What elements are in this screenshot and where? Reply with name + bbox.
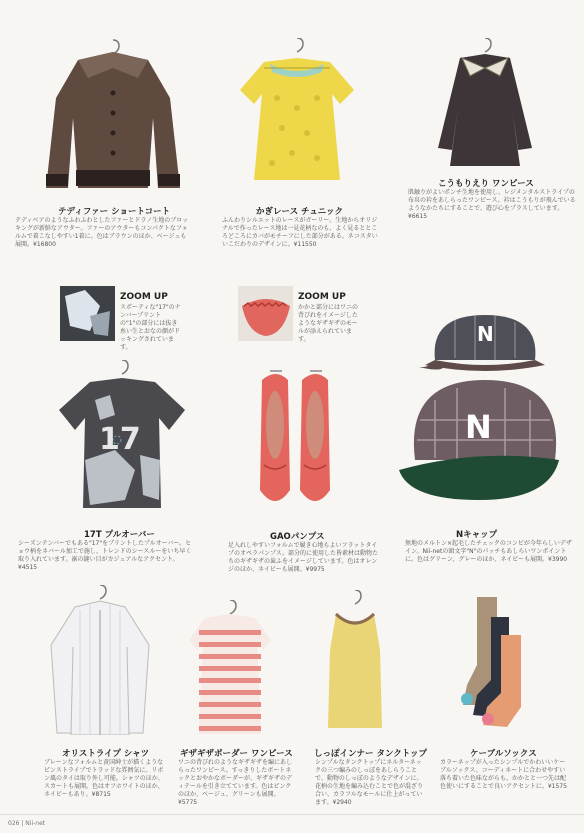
border-dress-image bbox=[185, 600, 275, 735]
tank-top-image bbox=[320, 590, 390, 730]
zoom-heel-image bbox=[238, 286, 293, 341]
cap-image bbox=[395, 300, 565, 510]
pullover-image bbox=[55, 360, 190, 510]
cap-letter-large: N bbox=[465, 408, 492, 446]
item-name: オリストライプ シャツ bbox=[62, 749, 150, 759]
item-name: こうもりえり ワンピース bbox=[438, 179, 534, 189]
item-description: ワニの背びれのようなギザギザを編にあしらったワンピース。すっきりしたボートネックとおやかなボーダーが、ギザギザのディテールを引き立てています。色はピンクのほか、ベージュ、グリーンも展開。¥5775 bbox=[178, 759, 293, 806]
jersey-number: 17 bbox=[99, 422, 141, 457]
item-name: かぎレース チュニック bbox=[256, 207, 343, 217]
zoom-title: ZOOM UP bbox=[120, 292, 168, 302]
item-name: テディファー ショートコート bbox=[58, 207, 171, 217]
item-name: Nキャップ bbox=[456, 530, 498, 540]
item-name: 17T プルオーバー bbox=[84, 530, 155, 540]
zoom-title: ZOOM UP bbox=[298, 292, 346, 302]
item-description: テディベアのようなふわふわとしたファーとドラノ生地のブロッキングが新鮮なアウター。ファーのアウターもコンパクトなフォルムで着こなしやすい1着に。色はブラウンのほか、ベージュも展開。¥16800 bbox=[15, 217, 189, 248]
item-name: しっぽインナー タンクトップ bbox=[314, 749, 428, 759]
item-description: ふんわりシルエットのレースがガーリー。生地からオリジナルで作ったレース地は一見花柄なのも、よく見るとところどころにカバがモチーフにした部分がある。ネコスタいいこだわりのデザインに。¥11550 bbox=[222, 217, 378, 248]
teddy-fur-coat-image bbox=[38, 38, 188, 188]
item-description: 無地のメルトン×起毛したチェックのコンビが今年らしいデザイン。Nii-netの頭文字"N"のパッチもあしらいワンポイントに。色はグリーン、グレーのほか、ネイビーも展開。¥3990 bbox=[405, 540, 572, 563]
cap-letter-small: N bbox=[477, 322, 494, 346]
item-description: ブレーンなフォルムと黄国紳士が描くようなピンストライプでトラッドな雰囲気に。リボン風のタイは取り外し可能。シャツのほか、スカートも展開。色はオフホワイトのほか、ネイビーもあり。¥8715 bbox=[44, 759, 164, 798]
socks-image bbox=[455, 595, 535, 730]
footer-rule bbox=[0, 814, 584, 815]
item-description: シンプルなタンクトップにネルターネックの三つ編みのしっぽをあしらうことで、動物のしっぽのようなデザインに。花柄の生地を編み込むことで色が混ざり合い、カラフルなモールに仕上がっています。¥2940 bbox=[315, 759, 424, 806]
item-name: ギザギザボーダー ワンピース bbox=[180, 749, 293, 759]
item-description: 肌触りがよいポンチ生地を使用し、レジメンタルストライプの布帛の衿をあしらったワンピース。衿はこうもりが飛んでいるようなかたちにすることで、遊び心をプラスしています。¥6615 bbox=[408, 189, 576, 220]
item-name: GAOパンプス bbox=[270, 532, 325, 542]
zoom-print-image bbox=[60, 286, 115, 341]
page-footer: 026 | Nii-net bbox=[8, 820, 46, 827]
lace-tunic-image bbox=[222, 38, 372, 188]
zoom-text: スポーティな"17"のナンバープリントの"1"の部分には抜き糸い生とおなの顔がドッキングされています。 bbox=[120, 304, 181, 351]
collar-dress-image bbox=[420, 38, 550, 168]
item-name: ケーブルソックス bbox=[470, 749, 537, 759]
item-description: シーズンテンバーでもある"17"をプリントしたプルオーバー。ヒョウ柄をネバール加工で施し、トレンドのシースルーをいち早く取り入れています。裾の縫い目がカジュアルなアクセント。¥4515 bbox=[18, 540, 192, 571]
zoom-text: かかと部分にはワニの背びれをイメージしたようなギザギザのモールが添えられています。 bbox=[298, 304, 359, 343]
stripe-shirt-image bbox=[45, 585, 155, 735]
item-description: カラーネップが入ったシンプルでかわいいケーブルソックス。コーディネートに合わせやすい落ち着いた色味ながらも、かかとと一つ先は配色使いにすることで良いアクセントに。¥1575 bbox=[440, 759, 567, 790]
pumps-image bbox=[240, 365, 350, 515]
item-description: 足入れしやすいフォルムで履き心地もよいフラットタイプのオペラパンプス。部分的に使用した皆素材は動物たちのギザギザの歯ふをイメージしています。色はオレンジのほか、ネイビーも展開。¥9975 bbox=[228, 542, 378, 573]
